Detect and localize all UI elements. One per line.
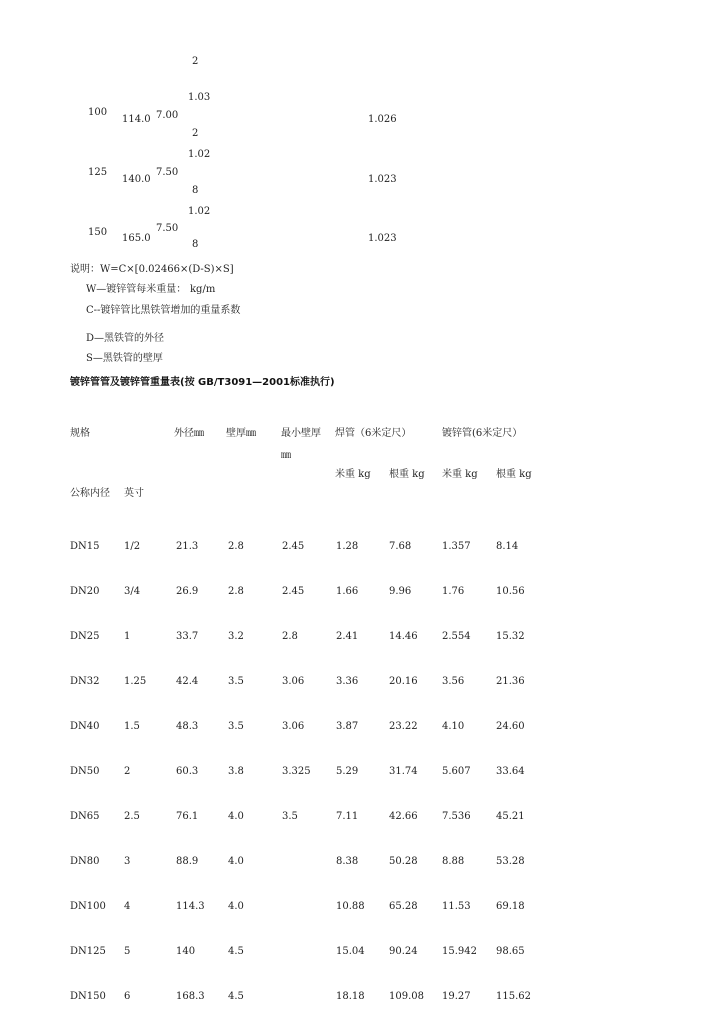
- cell-inch: 1: [124, 631, 131, 642]
- header-inch: 英寸: [124, 488, 144, 499]
- cell-welded-weight-per-piece: 90.24: [389, 946, 418, 957]
- w-definition: W—镀锌管每米重量：: [86, 284, 187, 295]
- cell-welded-weight-per-m: 15.04: [336, 946, 365, 957]
- coef-top-part: 1.03: [188, 92, 211, 103]
- cell-nominal-dn: DN32: [70, 676, 100, 687]
- cell-galv-weight-per-piece: 8.14: [496, 541, 519, 552]
- cell-inch: 3: [124, 856, 131, 867]
- cell-nominal-dn: DN50: [70, 766, 100, 777]
- cell-nominal-dn: DN40: [70, 721, 100, 732]
- cell-wall-thickness: 3.5: [228, 721, 244, 732]
- cell-wall-thickness: 3.8: [228, 766, 244, 777]
- cell-welded-weight-per-m: 8.38: [336, 856, 359, 867]
- cell-galv-weight-per-piece: 10.56: [496, 586, 525, 597]
- cell-galv-weight-per-m: 8.88: [442, 856, 465, 867]
- cell-wall-thickness: 4.0: [228, 901, 244, 912]
- cell-inch: 1.5: [124, 721, 140, 732]
- cell-nominal-dn: DN25: [70, 631, 100, 642]
- cell-min-wall: 3.5: [282, 811, 298, 822]
- weight-coefficient: 1.023: [368, 174, 397, 185]
- cell-wall-thickness: 2.8: [228, 586, 244, 597]
- cell-galv-weight-per-piece: 24.60: [496, 721, 525, 732]
- cell-galv-weight-per-piece: 98.65: [496, 946, 525, 957]
- header-outer-diameter: 外径㎜: [174, 428, 204, 439]
- cell-galv-weight-per-m: 5.607: [442, 766, 471, 777]
- cell-wall-thickness: 3.5: [228, 676, 244, 687]
- cell-welded-weight-per-piece: 14.46: [389, 631, 418, 642]
- nominal-dn: 150: [88, 227, 108, 238]
- cell-outer-diameter: 168.3: [176, 991, 205, 1002]
- coef-bottom-part: 8: [192, 185, 199, 196]
- cell-galv-weight-per-m: 3.56: [442, 676, 465, 687]
- cell-inch: 3/4: [124, 586, 141, 597]
- wall-thickness: 7.50: [156, 223, 179, 234]
- cell-outer-diameter: 88.9: [176, 856, 199, 867]
- cell-wall-thickness: 3.2: [228, 631, 244, 642]
- header-galvanized-pipe: 镀锌管(6米定尺）: [442, 428, 523, 439]
- cell-nominal-dn: DN20: [70, 586, 100, 597]
- coef-bottom-part: 8: [192, 239, 199, 250]
- header-wall-thickness: 壁厚㎜: [226, 428, 256, 439]
- cell-wall-thickness: 4.0: [228, 856, 244, 867]
- outer-diameter: 140.0: [122, 174, 151, 185]
- cell-outer-diameter: 26.9: [176, 586, 199, 597]
- cell-welded-weight-per-piece: 109.08: [389, 991, 424, 1002]
- header-welded-weight-per-m: 米重 kg: [335, 469, 371, 480]
- cell-galv-weight-per-m: 19.27: [442, 991, 471, 1002]
- weight-coefficient: 1.023: [368, 233, 397, 244]
- cell-welded-weight-per-piece: 42.66: [389, 811, 418, 822]
- cell-galv-weight-per-piece: 15.32: [496, 631, 525, 642]
- cell-welded-weight-per-piece: 31.74: [389, 766, 418, 777]
- header-min-wall: 最小壁厚: [281, 428, 321, 439]
- cell-welded-weight-per-piece: 9.96: [389, 586, 412, 597]
- cell-galv-weight-per-piece: 115.62: [496, 991, 531, 1002]
- cell-welded-weight-per-m: 18.18: [336, 991, 365, 1002]
- cell-inch: 1.25: [124, 676, 147, 687]
- cell-welded-weight-per-m: 7.11: [336, 811, 359, 822]
- cell-outer-diameter: 48.3: [176, 721, 199, 732]
- cell-wall-thickness: 4.5: [228, 946, 244, 957]
- outer-diameter: 165.0: [122, 233, 151, 244]
- cell-inch: 1/2: [124, 541, 141, 552]
- s-definition: S—黑铁管的壁厚: [86, 353, 163, 364]
- cell-nominal-dn: DN65: [70, 811, 100, 822]
- cell-welded-weight-per-m: 5.29: [336, 766, 359, 777]
- wall-thickness: 7.00: [156, 110, 179, 121]
- c-definition: C--镀锌管比黑铁管增加的重量系数: [86, 305, 241, 316]
- cell-galv-weight-per-m: 7.536: [442, 811, 471, 822]
- cell-wall-thickness: 4.5: [228, 991, 244, 1002]
- cell-galv-weight-per-piece: 33.64: [496, 766, 525, 777]
- cell-welded-weight-per-piece: 50.28: [389, 856, 418, 867]
- formula-note: 说明：W=C×[0.02466×(D-S)×S]: [70, 264, 234, 275]
- cell-welded-weight-per-piece: 65.28: [389, 901, 418, 912]
- cell-min-wall: 2.45: [282, 541, 305, 552]
- outer-diameter: 114.0: [122, 114, 151, 125]
- cell-galv-weight-per-m: 11.53: [442, 901, 471, 912]
- cell-min-wall: 3.06: [282, 721, 305, 732]
- wall-thickness: 7.50: [156, 167, 179, 178]
- cell-welded-weight-per-m: 3.87: [336, 721, 359, 732]
- cell-welded-weight-per-m: 10.88: [336, 901, 365, 912]
- cell-welded-weight-per-m: 1.66: [336, 586, 359, 597]
- table-title: 镀锌管管及镀锌管重量表(按 GB/T3091—2001标准执行): [70, 377, 335, 388]
- cell-welded-weight-per-piece: 7.68: [389, 541, 412, 552]
- cell-outer-diameter: 60.3: [176, 766, 199, 777]
- cell-welded-weight-per-m: 1.28: [336, 541, 359, 552]
- coef-top-part: 1.02: [188, 206, 211, 217]
- cell-wall-thickness: 4.0: [228, 811, 244, 822]
- cell-welded-weight-per-m: 2.41: [336, 631, 359, 642]
- cell-inch: 5: [124, 946, 131, 957]
- cell-outer-diameter: 33.7: [176, 631, 199, 642]
- cell-galv-weight-per-piece: 45.21: [496, 811, 525, 822]
- header-welded-pipe: 焊管（6米定尺）: [335, 428, 412, 439]
- cell-nominal-dn: DN150: [70, 991, 106, 1002]
- coef-bottom-part: 2: [192, 128, 199, 139]
- header-galv-weight-per-piece: 根重 kg: [496, 469, 532, 480]
- cell-outer-diameter: 140: [176, 946, 196, 957]
- header-welded-weight-per-piece: 根重 kg: [389, 469, 425, 480]
- cell-inch: 2.5: [124, 811, 140, 822]
- cell-min-wall: 2.45: [282, 586, 305, 597]
- cell-nominal-dn: DN100: [70, 901, 106, 912]
- cell-welded-weight-per-piece: 20.16: [389, 676, 418, 687]
- d-definition: D—黑铁管的外径: [86, 333, 165, 344]
- cell-min-wall: 2.8: [282, 631, 298, 642]
- orphan-digit: 2: [192, 56, 199, 67]
- cell-galv-weight-per-m: 1.76: [442, 586, 465, 597]
- cell-galv-weight-per-piece: 53.28: [496, 856, 525, 867]
- header-min-wall-unit: ㎜: [281, 450, 291, 461]
- cell-outer-diameter: 21.3: [176, 541, 199, 552]
- cell-nominal-dn: DN80: [70, 856, 100, 867]
- cell-inch: 2: [124, 766, 131, 777]
- coef-top-part: 1.02: [188, 149, 211, 160]
- cell-galv-weight-per-piece: 21.36: [496, 676, 525, 687]
- cell-wall-thickness: 2.8: [228, 541, 244, 552]
- nominal-dn: 125: [88, 167, 108, 178]
- w-unit: kg/m: [190, 284, 216, 295]
- cell-inch: 6: [124, 991, 131, 1002]
- cell-welded-weight-per-m: 3.36: [336, 676, 359, 687]
- header-galv-weight-per-m: 米重 kg: [442, 469, 478, 480]
- cell-min-wall: 3.06: [282, 676, 305, 687]
- cell-galv-weight-per-piece: 69.18: [496, 901, 525, 912]
- cell-outer-diameter: 114.3: [176, 901, 205, 912]
- header-nominal-diameter: 公称内径: [70, 488, 110, 499]
- cell-galv-weight-per-m: 4.10: [442, 721, 465, 732]
- weight-coefficient: 1.026: [368, 114, 397, 125]
- cell-outer-diameter: 42.4: [176, 676, 199, 687]
- cell-nominal-dn: DN125: [70, 946, 106, 957]
- cell-galv-weight-per-m: 1.357: [442, 541, 471, 552]
- cell-welded-weight-per-piece: 23.22: [389, 721, 418, 732]
- cell-galv-weight-per-m: 2.554: [442, 631, 471, 642]
- cell-inch: 4: [124, 901, 131, 912]
- cell-min-wall: 3.325: [282, 766, 311, 777]
- cell-galv-weight-per-m: 15.942: [442, 946, 477, 957]
- header-spec: 规格: [70, 428, 90, 439]
- nominal-dn: 100: [88, 107, 108, 118]
- cell-nominal-dn: DN15: [70, 541, 100, 552]
- cell-outer-diameter: 76.1: [176, 811, 199, 822]
